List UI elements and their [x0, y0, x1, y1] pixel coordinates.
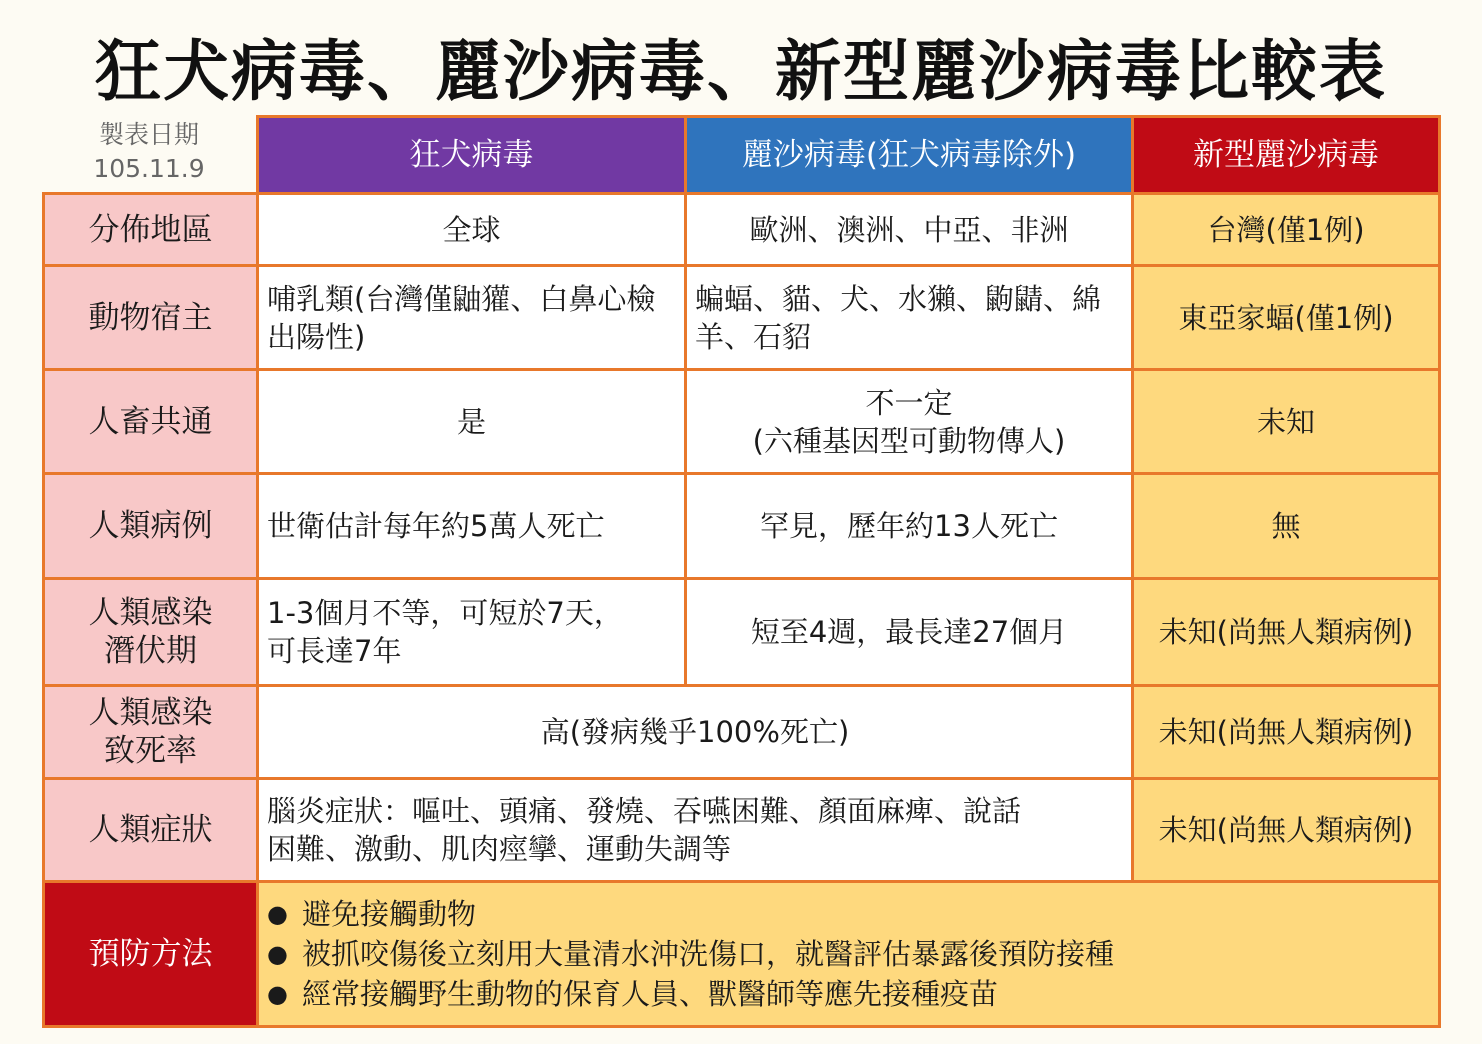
cell-shared-symptoms-line2: 困難、激動、肌肉痙攣、運動失調等 — [267, 832, 732, 866]
table-row — [44, 266, 1440, 370]
prevention-item: ● 被抓咬傷後立刻用大量清水沖洗傷口，就醫評估暴露後預防接種 — [267, 934, 1430, 974]
row-label-hosts: 動物宿主 — [44, 266, 258, 370]
date-value: 105.11.9 — [93, 154, 205, 183]
date-label: 製表日期 — [98, 120, 199, 149]
cell-new-distribution: 台灣(僅1例) — [1133, 194, 1440, 266]
cell-rabies-incubation-line1: 1-3個月不等，可短於7天， — [267, 596, 623, 630]
cell-new-zoonotic: 未知 — [1133, 370, 1440, 474]
header-row — [44, 117, 1440, 194]
row-label-incubation — [44, 579, 258, 686]
cell-shared-fatality: 高(發病幾乎100%死亡) — [258, 686, 1133, 779]
cell-new-hosts: 東亞家蝠(僅1例) — [1133, 266, 1440, 370]
row-label-incubation-line2: 潛伏期 — [104, 633, 197, 669]
table-row — [44, 370, 1440, 474]
cell-lyssa-zoonotic-line2: (六種基因型可動物傳人) — [752, 423, 1066, 458]
cell-rabies-incubation-line2: 可長達7年 — [267, 634, 402, 668]
row-label-zoonotic: 人畜共通 — [44, 370, 258, 474]
table-row — [44, 194, 1440, 266]
corner-cell — [44, 117, 258, 194]
prevention-row — [44, 882, 1440, 1027]
cell-rabies-distribution: 全球 — [258, 194, 686, 266]
cell-shared-symptoms-line1: 腦炎症狀：嘔吐、頭痛、發燒、吞嚥困難、顏面麻痺、說話 — [267, 794, 1022, 828]
table-row — [44, 579, 1440, 686]
prevention-item: ● 避免接觸動物 — [267, 894, 1430, 934]
row-label-human-cases: 人類病例 — [44, 474, 258, 579]
page-title: 狂犬病毒、麗沙病毒、新型麗沙病毒比較表 — [95, 33, 1387, 110]
cell-lyssa-human-cases: 罕見，歷年約13人死亡 — [686, 474, 1133, 579]
row-label-fatality — [44, 686, 258, 779]
row-label-fatality-line2: 致死率 — [104, 733, 197, 769]
cell-new-incubation: 未知(尚無人類病例) — [1133, 579, 1440, 686]
cell-rabies-human-cases: 世衛估計每年約5萬人死亡 — [258, 474, 686, 579]
header-lyssavirus: 麗沙病毒(狂犬病毒除外) — [686, 117, 1133, 194]
cell-prevention — [258, 882, 1440, 1027]
header-rabies: 狂犬病毒 — [258, 117, 686, 194]
cell-lyssa-incubation: 短至4週，最長達27個月 — [686, 579, 1133, 686]
row-label-prevention: 預防方法 — [44, 882, 258, 1027]
cell-new-symptoms: 未知(尚無人類病例) — [1133, 779, 1440, 882]
cell-lyssa-hosts: 蝙蝠、貓、犬、水獺、鼩鼱、綿羊、石貂 — [686, 266, 1133, 370]
row-label-incubation-line1: 人類感染 — [88, 595, 213, 631]
cell-rabies-hosts: 哺乳類(台灣僅鼬獾、白鼻心檢出陽性) — [258, 266, 686, 370]
table-row — [44, 686, 1440, 779]
cell-lyssa-zoonotic-line1: 不一定 — [865, 385, 953, 420]
cell-shared-symptoms — [258, 779, 1133, 882]
row-label-fatality-line1: 人類感染 — [88, 695, 213, 731]
header-new-lyssavirus: 新型麗沙病毒 — [1133, 117, 1440, 194]
cell-new-fatality: 未知(尚無人類病例) — [1133, 686, 1440, 779]
prevention-item: ● 經常接觸野生動物的保育人員、獸醫師等應先接種疫苗 — [267, 974, 1430, 1014]
row-label-symptoms: 人類症狀 — [44, 779, 258, 882]
cell-rabies-incubation — [258, 579, 686, 686]
table-row — [44, 779, 1440, 882]
cell-lyssa-distribution: 歐洲、澳洲、中亞、非洲 — [686, 194, 1133, 266]
cell-lyssa-zoonotic — [686, 370, 1133, 474]
row-label-distribution: 分佈地區 — [44, 194, 258, 266]
table-row — [44, 474, 1440, 579]
cell-rabies-zoonotic: 是 — [258, 370, 686, 474]
comparison-table — [42, 115, 1441, 1028]
cell-new-human-cases: 無 — [1133, 474, 1440, 579]
